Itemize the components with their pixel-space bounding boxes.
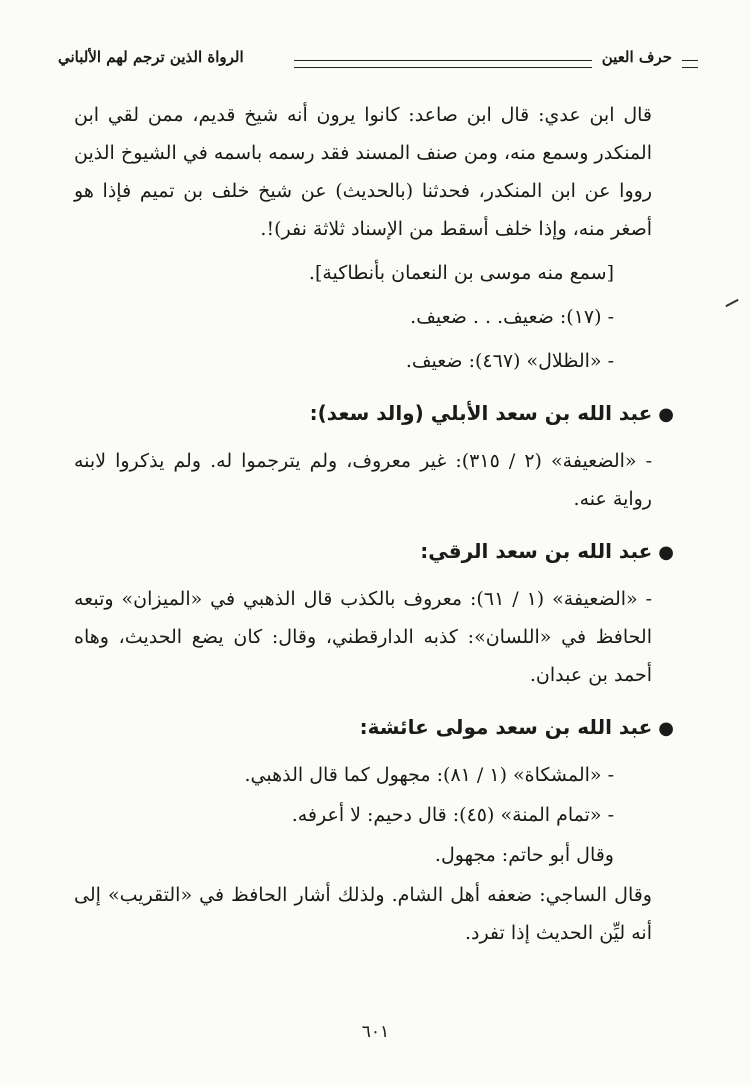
entry-17: - (١٧): ضعيف. . . ضعيف.: [410, 306, 614, 328]
paragraph-ibn-adi: قال ابن عدي: قال ابن صاعد: كانوا يرون أنه شيخ قديم، ممن لقي ابن المنكدر وسمع منه، ومن صنف المسند فقد رسمه باسمه في الشيوخ الذين رووا عن ابن المنكدر، فحدثنا (بالحديث) عن شيخ خلف بن تميم فإذا هو أصغر منه، وإذا خلف أسقط من الإسناد ثلاثة نفر)!.: [74, 104, 652, 240]
page-body: [74, 96, 674, 952]
entry-abu-hatim: وقال أبو حاتم: مجهول.: [434, 844, 614, 866]
header-rule-middle: [294, 60, 592, 68]
running-header: [58, 48, 698, 76]
bullet-icon: ●: [658, 718, 674, 739]
entry-tamam-al-minna: - «تمام المنة» (٤٥): قال دحيم: لا أعرفه.: [291, 804, 614, 826]
heading-text: عبد الله بن سعد مولى عائشة:: [359, 715, 653, 739]
heading-text: عبد الله بن سعد الرقي:: [420, 539, 653, 563]
header-rule-right: [682, 60, 698, 68]
book-title: الرواة الذين ترجم لهم الألباني: [58, 48, 244, 66]
entry-daifa-2-315: - «الضعيفة» (٢ / ٣١٥): غير معروف، ولم يترجموا له. ولم يذكروا لابنه رواية عنه.: [74, 450, 652, 510]
bullet-icon: ●: [658, 542, 674, 563]
bullet-icon: ●: [658, 404, 674, 425]
entry-zilal: - «الظلال» (٤٦٧): ضعيف.: [405, 350, 614, 372]
heading-raqqi: [74, 532, 674, 572]
heading-text: عبد الله بن سعد الأبلي (والد سعد):: [309, 401, 653, 425]
entry-mishkat: - «المشكاة» (١ / ٨١): مجهول كما قال الذهبي.: [244, 764, 614, 786]
heading-ubulli: [74, 394, 674, 434]
chapter-title: حرف العين: [601, 48, 672, 66]
entry-saji: وقال الساجي: ضعفه أهل الشام. ولذلك أشار الحافظ في «التقريب» إلى أنه ليِّن الحديث إذا تفرد.: [74, 884, 652, 944]
page-number: ٦٠١: [361, 1022, 390, 1042]
heading-mawla-aisha: [74, 708, 674, 748]
note-sama-minhu: [سمع منه موسى بن النعمان بأنطاكية].: [308, 262, 614, 284]
entry-daifa-1-61: - «الضعيفة» (١ / ٦١): معروف بالكذب قال الذهبي في «الميزان» وتبعه الحافظ في «اللسان»: كذبه الدارقطني، وقال: كان يضع الحديث، وهاه أحمد بن عبدان.: [74, 588, 653, 686]
margin-mark: [725, 299, 738, 307]
